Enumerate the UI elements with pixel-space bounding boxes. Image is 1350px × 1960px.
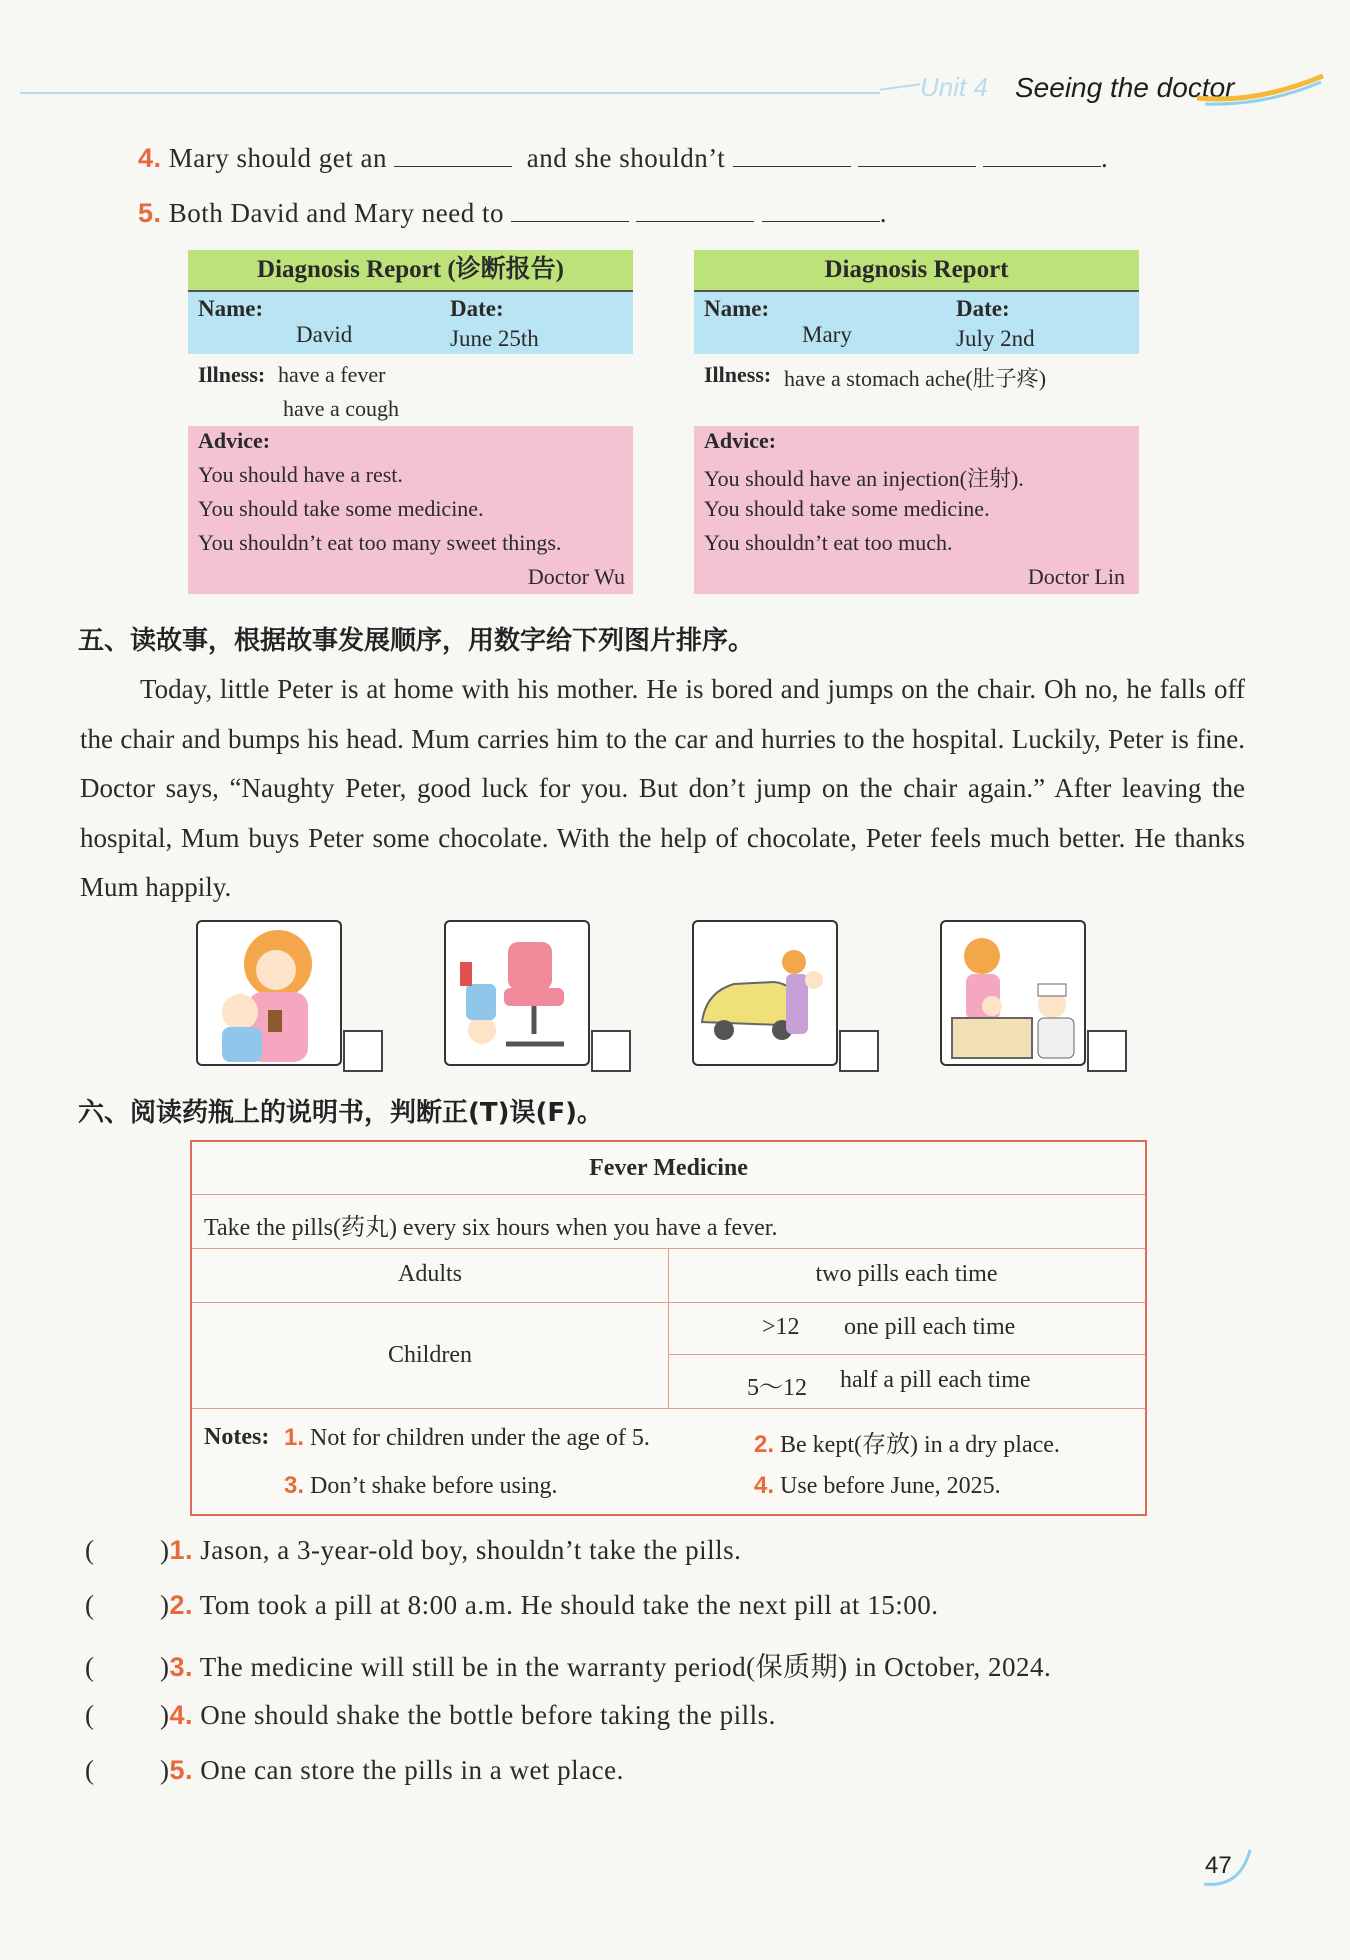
order-box-2[interactable]	[591, 1030, 631, 1072]
answer-blank[interactable]	[762, 195, 880, 222]
note-2: 2. Be kept(存放) in a dry place.	[754, 1431, 1060, 1458]
answer-blank[interactable]	[858, 140, 976, 167]
picture-mum-chocolate	[196, 920, 342, 1066]
story-passage: Today, little Peter is at home with his mother. He is bored and jumps on the chair. Oh no, he falls off the chair and bumps his head. Mum carries him to the car and hurries to the hospital. Luckily, Peter is fine. Doctor says, “Naughty Peter, good luck for you. But don’t jump on the chair again.” After leaving the hospital, Mum buys Peter some chocolate. With the help of chocolate, Peter feels much better. He thanks Mum happily.	[80, 674, 1245, 902]
note-4: 4. Use before June, 2025.	[754, 1472, 1001, 1499]
answer-bracket[interactable]: (	[85, 1535, 95, 1565]
report-illness: Illness: have a stomach ache(肚子疼)	[704, 362, 1047, 391]
statement-3: ( )3. The medicine will still be in the warranty period(保质期) in October, 2024.	[85, 1652, 1052, 1682]
statement-4: ( )4. One should shake the bottle before taking the pills.	[85, 1700, 776, 1730]
report-date: June 25th	[450, 326, 539, 351]
answer-blank[interactable]	[733, 140, 851, 167]
mum-gives-chocolate-illustration	[198, 922, 340, 1064]
patient-name: David	[296, 322, 353, 347]
question-5: 5. Both David and Mary need to .	[138, 195, 887, 229]
report-advice: Advice: You should have a rest. You should take some medicine. You shouldn’t eat too many sweet things. Doctor Wu	[188, 426, 633, 594]
picture-fall-chair	[444, 920, 590, 1066]
section-5-heading: 五、读故事，根据故事发展顺序，用数字给下列图片排序。	[78, 626, 755, 656]
report-info: Name: David Date: June 25th	[188, 292, 633, 354]
answer-blank[interactable]	[983, 140, 1101, 167]
order-box-3[interactable]	[839, 1030, 879, 1072]
adults-label: Adults	[397, 1261, 462, 1287]
answer-bracket[interactable]: (	[85, 1755, 95, 1785]
answer-bracket[interactable]: (	[85, 1700, 95, 1730]
medicine-label-table	[190, 1140, 1147, 1516]
page-swirl-icon	[1200, 1840, 1260, 1890]
statement-2: ( )2. Tom took a pill at 8:00 a.m. He should take the next pill at 15:00.	[85, 1590, 939, 1620]
report-date: July 2nd	[956, 326, 1035, 351]
table-title: Fever Medicine	[589, 1155, 748, 1181]
page-number: 47	[1205, 1852, 1232, 1879]
diagnosis-report-mary	[694, 250, 1139, 594]
question-4: 4. Mary should get an and she shouldn’t .	[138, 140, 1108, 174]
answer-blank[interactable]	[394, 140, 512, 167]
notes-label: Notes:	[204, 1424, 270, 1450]
answer-bracket[interactable]: (	[85, 1590, 95, 1620]
boy-falls-off-chair-illustration	[446, 922, 588, 1064]
dosage-instruction: Take the pills(药丸) every six hours when you have a fever.	[204, 1215, 778, 1241]
answer-blank[interactable]	[636, 195, 754, 222]
header-rule-tail	[880, 83, 920, 91]
header-rule	[20, 92, 880, 94]
child-age-range: 5～12	[747, 1375, 807, 1401]
mum-carries-to-car-illustration	[694, 922, 836, 1064]
unit-title: Seeing the doctor	[1015, 72, 1235, 103]
report-info: Name: Mary Date: July 2nd	[694, 292, 1139, 354]
report-advice: Advice: You should have an injection(注射). You should take some medicine. You shouldn’t eat too much. Doctor Lin	[694, 426, 1139, 594]
report-illness: Illness: have a fever have a cough	[198, 362, 400, 421]
doctor-visit-illustration	[942, 922, 1084, 1064]
child-dose: half a pill each time	[840, 1367, 1031, 1393]
note-3: 3. Don’t shake before using.	[284, 1472, 558, 1499]
picture-doctor	[940, 920, 1086, 1066]
answer-blank[interactable]	[511, 195, 629, 222]
child-age-range: >12	[762, 1314, 800, 1340]
statement-5: ( )5. One can store the pills in a wet place.	[85, 1755, 624, 1785]
report-title: Diagnosis Report (诊断报告)	[188, 250, 633, 292]
doctor-name: Doctor Lin	[1027, 564, 1125, 589]
section-6-heading: 六、阅读药瓶上的说明书，判断正(T)误(F)。	[78, 1098, 604, 1128]
patient-name: Mary	[802, 322, 852, 347]
statement-1: ( )1. Jason, a 3-year-old boy, shouldn’t take the pills.	[85, 1535, 742, 1565]
doctor-name: Doctor Wu	[527, 564, 625, 589]
diagnosis-report-david	[188, 250, 633, 594]
picture-car-hospital	[692, 920, 838, 1066]
report-title: Diagnosis Report	[694, 250, 1139, 292]
order-box-1[interactable]	[343, 1030, 383, 1072]
order-box-4[interactable]	[1087, 1030, 1127, 1072]
children-label: Children	[388, 1342, 472, 1368]
swoosh-decoration-icon	[1195, 70, 1325, 110]
unit-label: Unit 4	[920, 72, 988, 102]
adults-dose: two pills each time	[815, 1261, 998, 1287]
answer-bracket[interactable]: (	[85, 1652, 95, 1682]
child-dose: one pill each time	[844, 1314, 1016, 1340]
note-1: 1. Not for children under the age of 5.	[284, 1424, 650, 1451]
